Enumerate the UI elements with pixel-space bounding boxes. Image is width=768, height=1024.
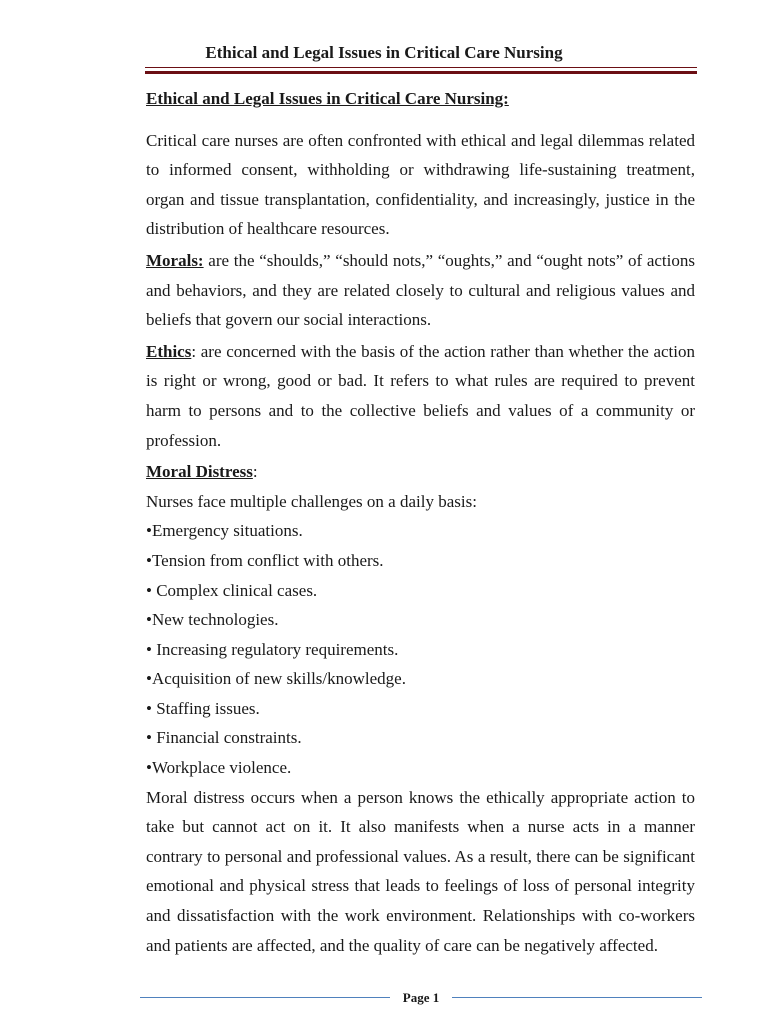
bullet-item: • Staffing issues.	[146, 698, 260, 718]
page-footer	[140, 988, 702, 1008]
ethics-paragraph	[146, 337, 695, 455]
document-body	[146, 84, 695, 960]
header-rule-thick	[145, 71, 697, 74]
running-header-title: Ethical and Legal Issues in Critical Care Nursing	[205, 43, 563, 62]
moral-distress-paragraph: Moral distress occurs when a person knows the ethically appropriate action to take but cannot act on it. It also manifests when a nurse acts in a manner contrary to personal and professional values. As a result, there can be significant emotional and physical stress that leads to feelings of loss of personal integrity and dissatisfaction with the work environment. Relationships with co-workers and patients are affected, and the quality of care can be negatively affected.	[146, 787, 695, 955]
intro-paragraph: Critical care nurses are often confronted with ethical and legal dilemmas related to informed consent, withholding or withdrawing life-sustaining treatment, organ and tissue transplantation, confidentiality, and increasingly, justice in the distribution of healthcare resources.	[146, 130, 695, 239]
morals-paragraph	[146, 246, 695, 335]
moral-distress-heading	[146, 457, 695, 487]
morals-term: Morals:	[146, 250, 204, 270]
footer-rule-right	[452, 997, 702, 998]
moral-distress-term: Moral Distress	[146, 462, 253, 482]
bullet-item: •Workplace violence.	[146, 758, 292, 778]
bullet-item: • Complex clinical cases.	[146, 580, 318, 600]
footer-rule-left	[140, 997, 390, 998]
moral-distress-colon: :	[252, 462, 258, 482]
bullet-item: • Increasing regulatory requirements.	[146, 639, 399, 659]
bullet-item: •Emergency situations.	[146, 521, 303, 541]
document-title: Ethical and Legal Issues in Critical Care Nursing:	[146, 89, 509, 108]
bullet-item: •Tension from conflict with others.	[146, 550, 384, 570]
bullet-item: •Acquisition of new skills/knowledge.	[146, 669, 406, 689]
morals-text: are the “shoulds,” “should nots,” “oughts,” and “ought nots” of actions and behaviors, and they are related closely to cultural and religious values and beliefs that govern our social interactions.	[146, 250, 695, 330]
ethics-term: Ethics	[146, 341, 192, 361]
moral-distress-lead: Nurses face multiple challenges on a daily basis:	[146, 491, 477, 511]
header-rule-thin	[145, 67, 697, 68]
ethics-text: : are concerned with the basis of the action rather than whether the action is right or wrong, good or bad. It refers to what rules are required to prevent harm to persons and to the collective beliefs and values of a community or profession.	[146, 341, 695, 450]
bullet-item: •New technologies.	[146, 610, 279, 630]
bullet-item: • Financial constraints.	[146, 728, 302, 748]
page-number: Page 1	[402, 990, 440, 1005]
